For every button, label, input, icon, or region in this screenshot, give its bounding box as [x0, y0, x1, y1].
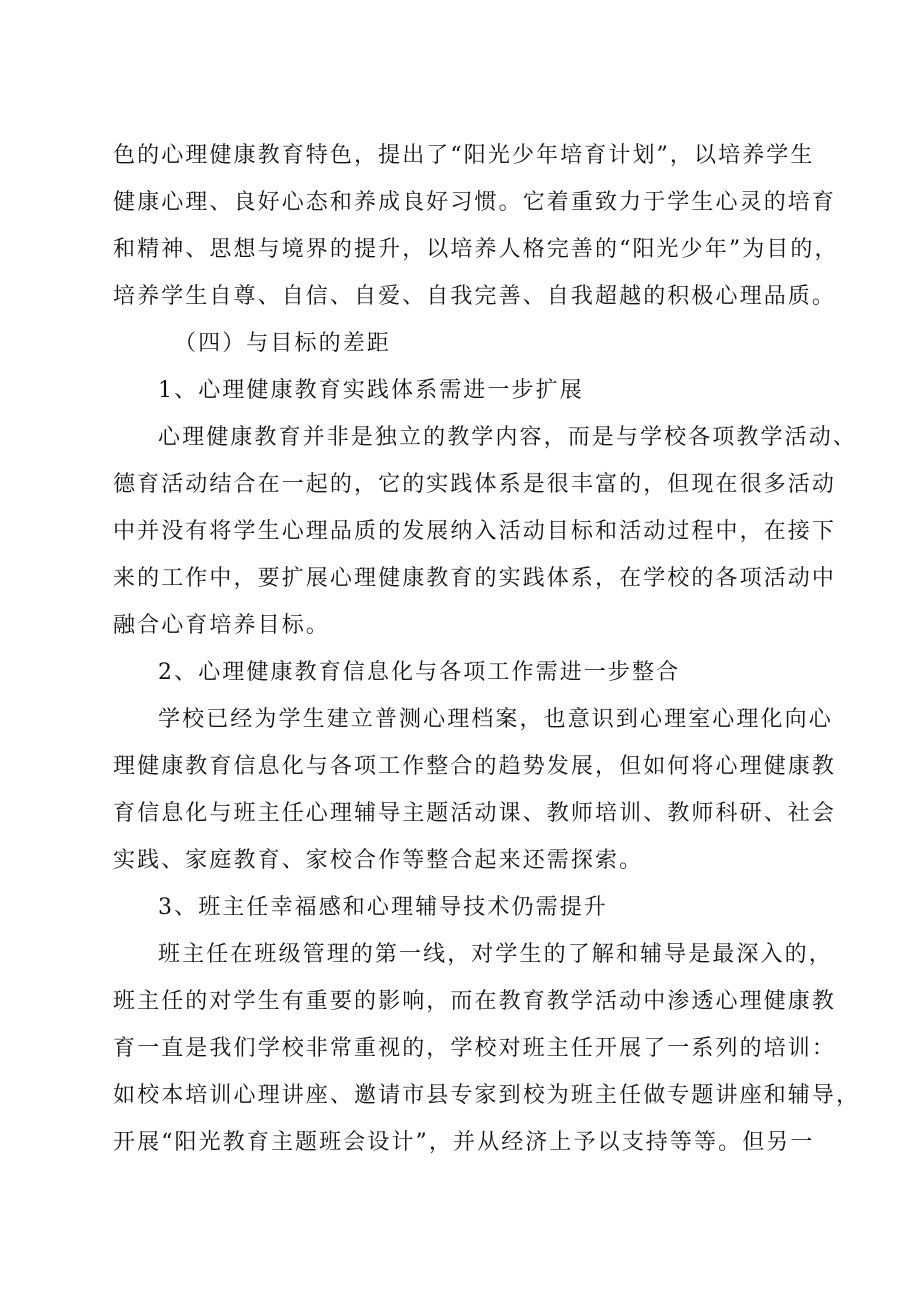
body-text-line: 来的工作中，要扩展心理健康教育的实践体系，在学校的各项活动中: [113, 566, 837, 591]
body-text-line: 和精神、思想与境界的提升，以培养人格完善的“阳光少年”为目的，: [113, 237, 839, 262]
body-text-line: 理健康教育信息化与各项工作整合的趋势发展，但如何将心理健康教: [113, 754, 837, 779]
body-text-line: 如校本培训心理讲座、邀请市县专家到校为班主任做专题讲座和辅导，: [113, 1083, 861, 1108]
body-text-line: 育一直是我们学校非常重视的，学校对班主任开展了一系列的培训：: [113, 1036, 837, 1061]
body-text-line: 班主任的对学生有重要的影响，而在教育教学活动中渗透心理健康教: [113, 989, 837, 1014]
body-text-line: 开展“阳光教育主题班会设计”，并从经济上予以支持等等。但另一: [113, 1130, 815, 1155]
body-text-line: 培养学生自尊、自信、自爱、自我完善、自我超越的积极心理品质。: [113, 284, 837, 309]
body-text-line: 健康心理、良好心态和养成良好习惯。它着重致力于学生心灵的培育: [113, 190, 837, 215]
body-text-line: 德育活动结合在一起的，它的实践体系是很丰富的，但现在很多活动: [113, 472, 837, 497]
body-text-line: 育信息化与班主任心理辅导主题活动课、教师培训、教师科研、社会: [113, 801, 837, 826]
subsection-heading: 1、心理健康教育实践体系需进一步扩展: [158, 378, 584, 403]
section-heading: （四）与目标的差距: [174, 331, 391, 356]
body-text-line: 班主任在班级管理的第一线，对学生的了解和辅导是最深入的，: [158, 942, 833, 967]
subsection-heading: 2、心理健康教育信息化与各项工作需进一步整合: [158, 660, 681, 685]
body-text-line: 融合心育培养目标。: [113, 613, 330, 638]
subsection-heading: 3、班主任幸福感和心理辅导技术仍需提升: [158, 895, 608, 920]
body-text-line: 中并没有将学生心理品质的发展纳入活动目标和活动过程中，在接下: [113, 519, 837, 544]
body-text-line: 学校已经为学生建立普测心理档案，也意识到心理室心理化向心: [158, 707, 833, 732]
body-text-line: 实践、家庭教育、家校合作等整合起来还需探索。: [113, 848, 644, 873]
body-text-line: 色的心理健康教育特色，提出了“阳光少年培育计划”，以培养学生: [113, 143, 815, 168]
body-text-line: 心理健康教育并非是独立的教学内容，而是与学校各项教学活动、: [158, 425, 857, 450]
